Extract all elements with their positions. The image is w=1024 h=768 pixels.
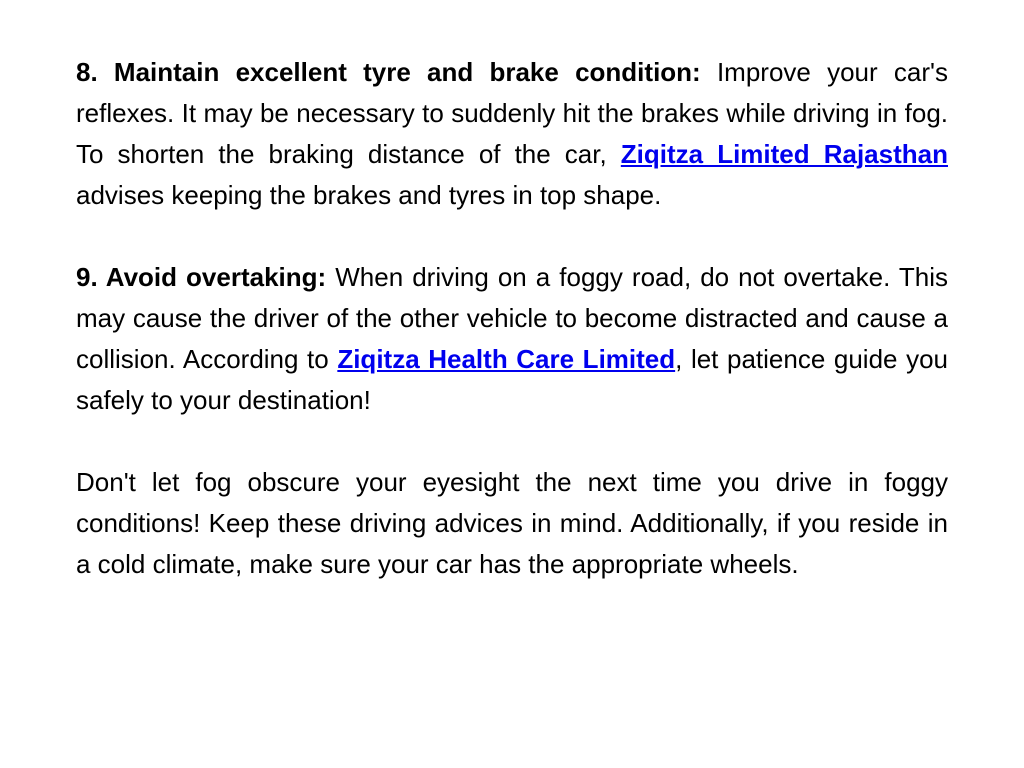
tip-8-heading: 8. Maintain excellent tyre and brake condition:	[76, 57, 701, 87]
tip-8-paragraph	[76, 52, 948, 216]
tip-8-text-after-link: advises keeping the brakes and tyres in top shape.	[76, 180, 662, 210]
closing-paragraph: Don't let fog obscure your eyesight the next time you drive in foggy conditions! Keep these driving advices in mind. Additionally, if you reside in a cold climate, make sure your car has the appropriate wheels.	[76, 467, 948, 579]
ziqitza-limited-rajasthan-link[interactable]: Ziqitza Limited Rajasthan	[620, 139, 948, 169]
tip-9-text-before-link: When driving on a foggy road, do not overtake. This may cause the driver of the other vehicle to become distracted and cause a collision. According to	[76, 262, 948, 374]
tip-8-text-before-link: Improve your car's reflexes. It may be necessary to suddenly hit the brakes while driving in fog. To shorten the braking distance of the car,	[76, 57, 948, 169]
tip-9-paragraph	[76, 257, 948, 421]
tip-9-text-after-link: , let patience guide you safely to your destination!	[76, 344, 948, 415]
tip-9-heading: 9. Avoid overtaking:	[76, 262, 327, 292]
ziqitza-health-care-limited-link[interactable]: Ziqitza Health Care Limited	[337, 344, 676, 374]
